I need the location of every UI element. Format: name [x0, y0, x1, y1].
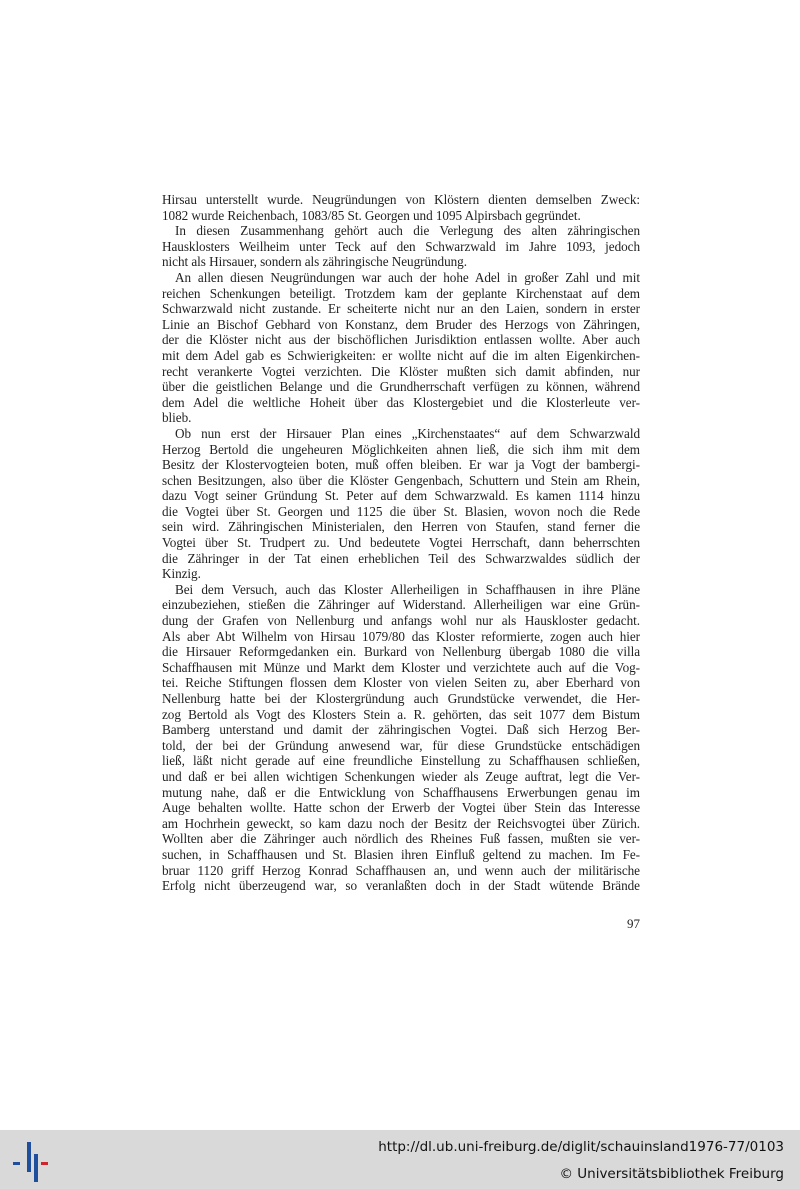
text-line: Bamberg unterstand und damit der zähringischen Vogtei. Daß sich Herzog Ber- — [162, 722, 640, 738]
text-line: bruar 1120 griff Herzog Konrad Schaffhausen an, und wenn auch der militärische — [162, 862, 640, 878]
text-line: reichen Schenkungen beteiligt. Trotzdem kam der geplante Kirchenstaat auf dem — [162, 285, 640, 301]
text-line: schen Besitzungen, also über die Klöster Gengenbach, Schuttern und Stein am Rhein, — [162, 472, 640, 488]
text-line: Hausklosters Weilheim unter Teck auf den Schwarzwald im Jahre 1093, jedoch — [162, 238, 640, 254]
text-line: Erfolg nicht überzeugend war, so veranlaßten doch in der Stadt wütende Brände — [162, 878, 640, 894]
text-line: Bei dem Versuch, auch das Kloster Allerheiligen in Schaffhausen in ihre Pläne — [175, 581, 640, 597]
text-line: sein wird. Zähringischen Ministerialen, den Herren von Staufen, stand ferner die — [162, 519, 640, 535]
text-line: die Zähringer in der Tat einen erheblichen Teil des Schwarzwaldes südlich der — [162, 550, 640, 566]
text-line: und daß er bei allen wichtigen Schenkungen wieder als Zeuge auftrat, legt die Ver- — [162, 768, 640, 784]
text-line: Wollten aber die Zähringer auch nördlich des Rheines Fuß fassen, mußten sie ver- — [162, 831, 640, 847]
text-line: zog Bertold als Vogt des Klosters Stein a. R. gehörten, das seit 1077 dem Bistum — [162, 706, 640, 722]
text-line: über die geistlichen Belange und die Grundherrschaft verfügen zu können, während — [162, 379, 640, 395]
text-line: dung der Grafen von Nellenburg und anfangs wohl nur als Hauskloster gedacht. — [162, 613, 640, 629]
permalink-url[interactable]: http://dl.ub.uni-freiburg.de/diglit/schauinsland1976-77/0103 — [378, 1139, 784, 1155]
text-line: Nellenburg hatte bei der Klostergründung auch Grundstücke verwendet, die Her- — [162, 691, 640, 706]
text-line: Besitz der Klostervogteien boten, muß offen bleiben. Er war ja Vogt der bambergi- — [162, 457, 640, 473]
text-line: die Vogtei über St. Georgen und 1125 die über St. Blasien, wovon noch die Rede — [162, 503, 640, 519]
text-line: Vogtei über St. Trudpert zu. Und bedeutete Vogtei Herrschaft, dann beherrschten — [162, 535, 640, 551]
text-line: mutung nahe, daß er die Entwicklung von Schaffhausens Erwerbungen genau im — [162, 784, 640, 800]
text-line: In diesen Zusammenhang gehört auch die Verlegung des alten zähringischen — [175, 223, 640, 239]
text-line: blieb. — [162, 410, 192, 426]
text-line: Kinzig. — [162, 566, 201, 582]
text-line: Schwarzwald nicht zustande. Er scheiterte nicht nur an den Laien, sondern in erster — [162, 301, 640, 317]
copyright-notice: © Universitätsbibliothek Freiburg — [559, 1166, 784, 1182]
text-line: Ob nun erst der Hirsauer Plan eines „Kirchenstaates“ auf dem Schwarzwald — [175, 425, 640, 441]
viewer-footer — [0, 1130, 800, 1189]
text-line: told, der bei der Gründung anwesend war, für diese Grundstücke entschädigen — [162, 737, 640, 753]
text-line: tei. Reiche Stiftungen flossen dem Kloster von vielen Seiten zu, aber Eberhard von — [162, 675, 640, 691]
text-line: Herzog Bertold die ungeheuren Möglichkeiten ahnen ließ, die sich ihm mit dem — [162, 441, 640, 457]
text-line: mit dem Adel gab es Schwierigkeiten: er wollte nicht auf die im alten Eigenkirchen- — [162, 347, 640, 363]
library-logo-icon — [10, 1140, 54, 1184]
text-line: dem Adel die weltliche Hoheit über das Klostergebiet und die Klosterleute ver- — [162, 394, 640, 410]
body-text — [162, 192, 640, 894]
text-line: suchen, in Schaffhausen und St. Blasien ihren Einfluß geltend zu machen. Im Fe- — [162, 846, 640, 862]
text-line: Auge behalten wollte. Hatte schon der Erwerb der Vogtei über Stein das Interesse — [162, 800, 640, 816]
text-line: dazu Vogt seiner Gründung St. Peter auf dem Schwarzwald. Es kamen 1114 hinzu — [162, 488, 640, 504]
text-line: die Hirsauer Reformgedanken ein. Burkard von Nellenburg übergab 1080 die villa — [162, 644, 640, 660]
text-line: ließ, läßt nicht gerade auf eine freundliche Einstellung zu Schaffhausen schließen, — [162, 753, 640, 769]
text-line: 1082 wurde Reichenbach, 1083/85 St. Georgen und 1095 Alpirsbach gegründet. — [162, 207, 581, 223]
text-line: Schaffhausen mit Münze und Markt dem Kloster und verzichtete auch auf die Vog- — [162, 659, 640, 675]
text-line: am Hochrhein geweckt, so kam dazu noch der Besitz der Reichsvogtei über Zürich. — [162, 815, 640, 831]
text-line: einzubeziehen, stießen die Zähringer auf Widerstand. Allerheiligen war eine Grün- — [162, 597, 640, 613]
page-number: 97 — [627, 916, 640, 931]
text-line: Linie an Bischof Gebhard von Konstanz, dem Bruder des Herzogs von Zähringen, — [162, 316, 640, 332]
text-line: An allen diesen Neugründungen war auch der hohe Adel in großer Zahl und mit — [175, 269, 640, 285]
text-line: Hirsau unterstellt wurde. Neugründungen von Klöstern dienten demselben Zweck: — [162, 192, 640, 207]
text-line: nicht als Hirsauer, sondern als zähringische Neugründung. — [162, 254, 467, 270]
text-line: Als aber Abt Wilhelm von Hirsau 1079/80 das Kloster reformierte, zogen auch hier — [162, 628, 640, 644]
text-line: der die Klöster nicht aus der bischöflichen Jurisdiktion entlassen wollte. Aber auch — [162, 332, 640, 348]
text-line: recht verankerte Vogtei verzichten. Die Klöster mußten sich damit abfinden, nur — [162, 363, 640, 379]
